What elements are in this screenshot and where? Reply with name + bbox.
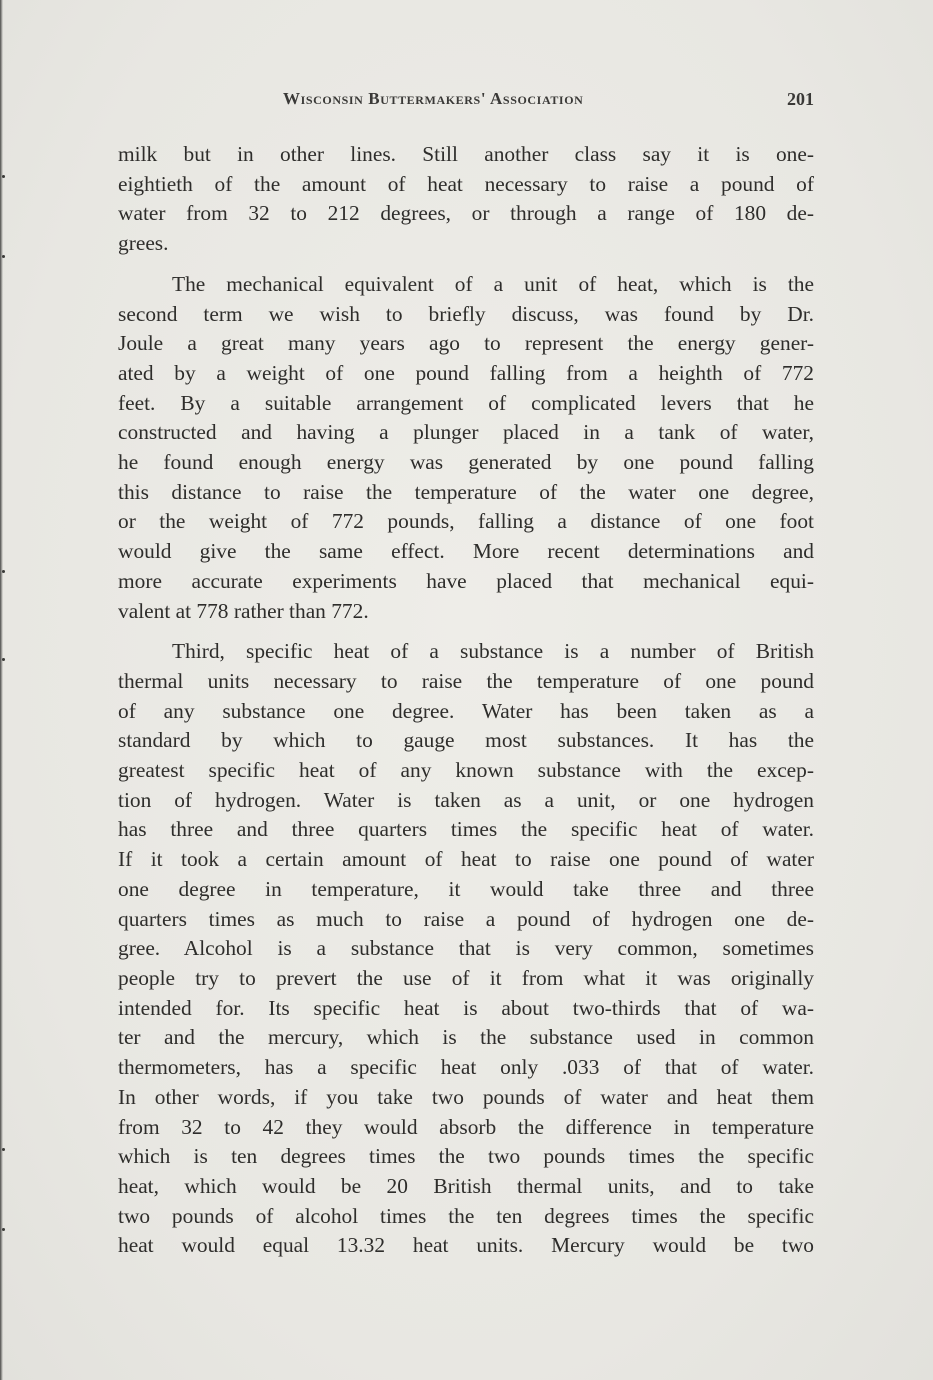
text-line: would give the same effect. More recent determinations and xyxy=(118,539,814,564)
text-line: gree. Alcohol is a substance that is very common, sometimes xyxy=(118,936,814,961)
text-line: If it took a certain amount of heat to raise one pound of water xyxy=(118,847,814,872)
page-header xyxy=(120,89,814,111)
text-line: greatest specific heat of any known substance with the excep- xyxy=(118,758,814,783)
text-line: intended for. Its specific heat is about two-thirds that of wa- xyxy=(118,995,814,1020)
text-line: quarters times as much to raise a pound of hydrogen one de- xyxy=(118,906,814,931)
text-line: this distance to raise the temperature of the water one degree, xyxy=(118,479,814,504)
text-line: two pounds of alcohol times the ten degrees times the specific xyxy=(118,1203,814,1228)
running-head: Wisconsin Buttermakers' Association xyxy=(283,89,584,108)
text-line: eightieth of the amount of heat necessary to raise a pound of xyxy=(118,171,814,196)
page-binding-edge xyxy=(0,0,3,1380)
text-line: standard by which to gauge most substances. It has the xyxy=(118,728,814,753)
text-line: which is ten degrees times the two pounds times the specific xyxy=(118,1144,814,1169)
text-line: valent at 778 rather than 772. xyxy=(118,598,369,623)
paragraph-2 xyxy=(118,270,814,626)
text-line: The mechanical equivalent of a unit of heat, which is the xyxy=(172,271,814,296)
text-line: more accurate experiments have placed that mechanical equi- xyxy=(118,568,814,593)
text-line: second term we wish to briefly discuss, was found by Dr. xyxy=(118,301,814,326)
text-line: ter and the mercury, which is the substance used in common xyxy=(118,1025,814,1050)
edge-speck xyxy=(2,255,5,258)
text-line: thermometers, has a specific heat only .033 of that of water. xyxy=(118,1055,814,1080)
text-line: ated by a weight of one pound falling from a heighth of 772 xyxy=(118,360,814,385)
text-line: water from 32 to 212 degrees, or through a range of 180 de- xyxy=(118,201,814,226)
text-line: grees. xyxy=(118,231,169,256)
text-line: feet. By a suitable arrangement of complicated levers that he xyxy=(118,390,814,415)
text-line: of any substance one degree. Water has been taken as a xyxy=(118,698,814,723)
edge-speck xyxy=(2,1228,5,1231)
text-line: people try to prevert the use of it from what it was originally xyxy=(118,965,814,990)
edge-speck xyxy=(2,175,5,178)
edge-speck xyxy=(2,1148,5,1151)
body-text xyxy=(118,140,814,1261)
text-line: from 32 to 42 they would absorb the difference in temperature xyxy=(118,1114,814,1139)
edge-speck xyxy=(2,658,5,661)
paragraph-3 xyxy=(118,637,814,1261)
text-line: constructed and having a plunger placed in a tank of water, xyxy=(118,420,814,445)
text-line: Third, specific heat of a substance is a number of British xyxy=(172,639,814,664)
text-line: milk but in other lines. Still another class say it is one- xyxy=(118,142,814,166)
text-line: has three and three quarters times the specific heat of water. xyxy=(118,817,814,842)
text-line: In other words, if you take two pounds of water and heat them xyxy=(118,1084,814,1109)
paragraph-1 xyxy=(118,140,814,259)
text-line: he found enough energy was generated by one pound falling xyxy=(118,450,814,475)
text-line: or the weight of 772 pounds, falling a distance of one foot xyxy=(118,509,814,534)
text-line: Joule a great many years ago to represent the energy gener- xyxy=(118,331,814,356)
text-line: thermal units necessary to raise the temperature of one pound xyxy=(118,668,814,693)
edge-speck xyxy=(2,570,5,573)
text-line: heat, which would be 20 British thermal units, and to take xyxy=(118,1173,814,1198)
page-number: 201 xyxy=(787,89,814,109)
text-line: one degree in temperature, it would take three and three xyxy=(118,876,814,901)
text-line: tion of hydrogen. Water is taken as a unit, or one hydrogen xyxy=(118,787,814,812)
text-line: heat would equal 13.32 heat units. Mercury would be two xyxy=(118,1233,814,1258)
